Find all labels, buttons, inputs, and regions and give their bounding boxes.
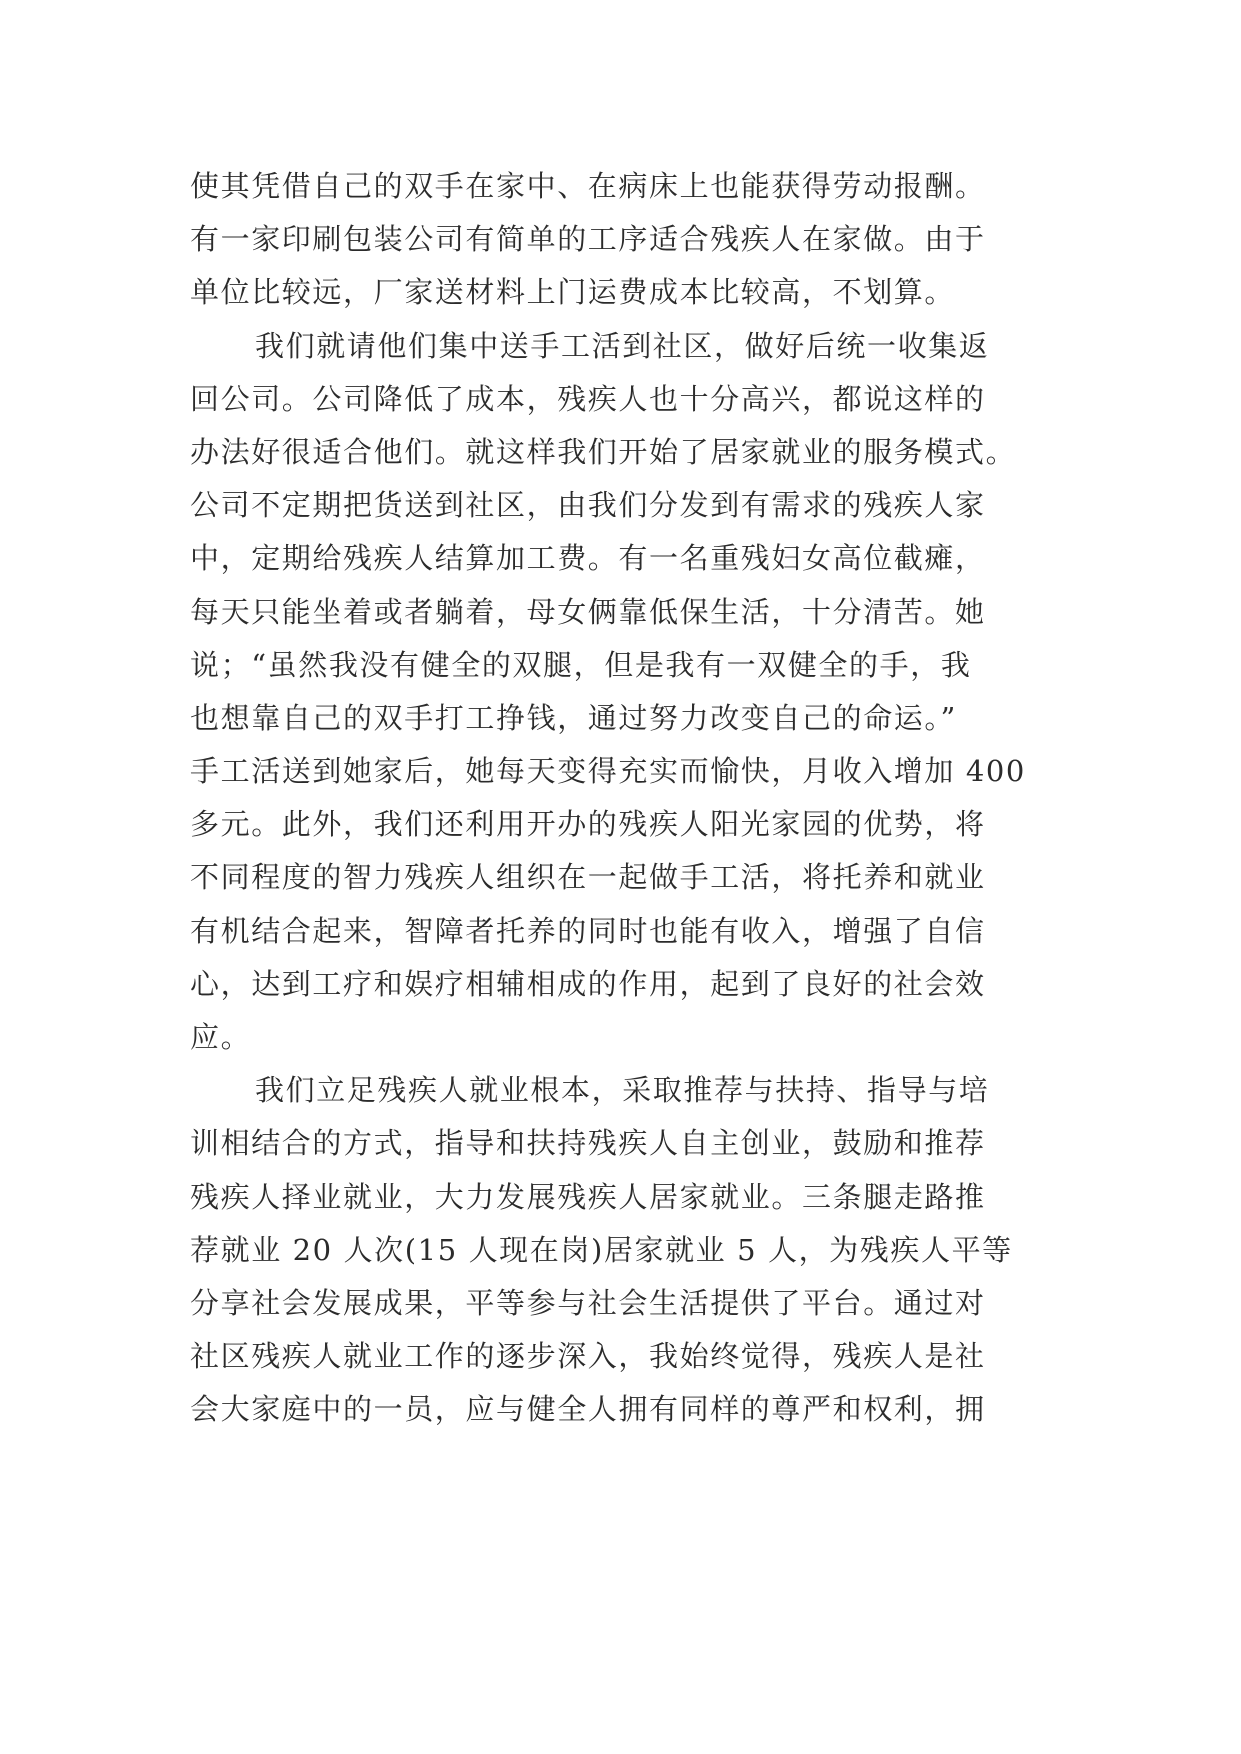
paragraph-start-line: 我们就请他们集中送手工活到社区，做好后统一收集返 [255,328,990,363]
text-line: 多元。此外，我们还利用开办的残疾人阳光家园的优势，将 [190,807,986,842]
text-line: 社区残疾人就业工作的逐步深入，我始终觉得，残疾人是社 [190,1339,986,1374]
text-line: 说；“虽然我没有健全的双腿，但是我有一双健全的手，我 [190,647,972,682]
text-line: 心，达到工疗和娱疗相辅相成的作用，起到了良好的社会效 [190,966,986,1001]
text-line: 中，定期给残疾人结算加工费。有一名重残妇女高位截瘫， [190,541,986,576]
text-line: 也想靠自己的双手打工挣钱，通过努力改变自己的命运。” [190,700,957,735]
text-line: 单位比较远，厂家送材料上门运费成本比较高，不划算。 [190,275,956,310]
text-line: 手工活送到她家后，她每天变得充实而愉快，月收入增加 400 [190,754,1026,789]
text-line: 办法好很适合他们。就这样我们开始了居家就业的服务模式。 [190,434,1017,469]
text-line: 公司不定期把货送到社区，由我们分发到有需求的残疾人家 [190,488,986,523]
text-line: 回公司。公司降低了成本，残疾人也十分高兴，都说这样的 [190,381,986,416]
text-line: 训相结合的方式，指导和扶持残疾人自主创业，鼓励和推荐 [190,1126,986,1161]
text-line: 应。 [190,1020,252,1054]
text-line: 会大家庭中的一员，应与健全人拥有同样的尊严和权利，拥 [190,1392,986,1427]
text-line: 有机结合起来，智障者托养的同时也能有收入，增强了自信 [190,913,986,948]
text-line: 分享社会发展成果，平等参与社会生活提供了平台。通过对 [190,1285,986,1320]
text-line: 残疾人择业就业，大力发展残疾人居家就业。三条腿走路推 [190,1179,986,1214]
text-line: 不同程度的智力残疾人组织在一起做手工活，将托养和就业 [190,860,986,895]
text-line: 每天只能坐着或者躺着，母女俩靠低保生活，十分清苦。她 [190,594,986,629]
body-text [190,160,1050,1437]
paragraph-start-line: 我们立足残疾人就业根本，采取推荐与扶持、指导与培 [255,1073,990,1108]
text-line: 荐就业 20 人次(15 人现在岗)居家就业 5 人，为残疾人平等 [190,1232,1013,1267]
text-line: 有一家印刷包装公司有简单的工序适合残疾人在家做。由于 [190,222,986,257]
text-line: 使其凭借自己的双手在家中、在病床上也能获得劳动报酬。 [190,169,986,203]
